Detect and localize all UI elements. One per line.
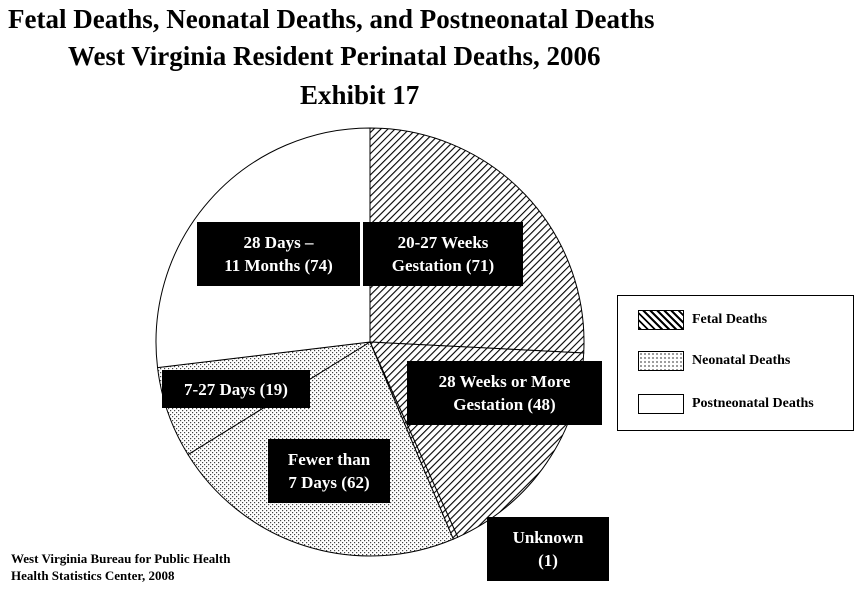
slice-label-line: Unknown [512, 528, 584, 547]
legend-label: Postneonatal Deaths [692, 396, 814, 411]
source-note [11, 550, 230, 584]
slice-data-label [487, 517, 609, 581]
chart-title-line-2: West Virginia Resident Perinatal Deaths, 2006 [68, 41, 601, 71]
chart-title-line-1: Fetal Deaths, Neonatal Deaths, and Postneonatal Deaths [8, 4, 655, 34]
slice-label-line: Gestation (48) [453, 395, 556, 414]
slice-data-label [363, 222, 523, 286]
legend-item-fetal [638, 310, 767, 330]
legend-item-postneonatal [638, 394, 814, 414]
source-line-1: West Virginia Bureau for Public Health [11, 551, 231, 566]
source-line-2: Health Statistics Center, 2008 [11, 568, 175, 583]
slice-label-line: 7 Days (62) [288, 473, 370, 492]
slice-label-line: 20-27 Weeks [397, 233, 489, 252]
legend-label: Neonatal Deaths [692, 353, 791, 368]
legend-swatch-stipple [638, 351, 684, 371]
slice-data-label [197, 222, 360, 286]
slice-label-line: 28 Days – [243, 233, 314, 252]
legend-swatch-white [638, 394, 684, 414]
slice-label-line: 28 Weeks or More [438, 372, 571, 391]
slice-label-line: Gestation (71) [391, 256, 495, 275]
slice-label-line: 7-27 Days (19) [184, 379, 288, 399]
slice-label-line: Fewer than [287, 450, 371, 469]
chart-legend [617, 295, 854, 431]
slice-data-label [407, 361, 602, 425]
legend-swatch-hatch [638, 310, 684, 330]
slice-data-label [162, 370, 310, 408]
legend-label: Fetal Deaths [692, 312, 768, 327]
slice-label-line: (1) [538, 551, 558, 570]
legend-item-neonatal [638, 351, 790, 371]
slice-data-label [268, 439, 390, 503]
chart-title-line-3: Exhibit 17 [300, 80, 420, 110]
slice-label-line: 11 Months (74) [224, 256, 333, 275]
